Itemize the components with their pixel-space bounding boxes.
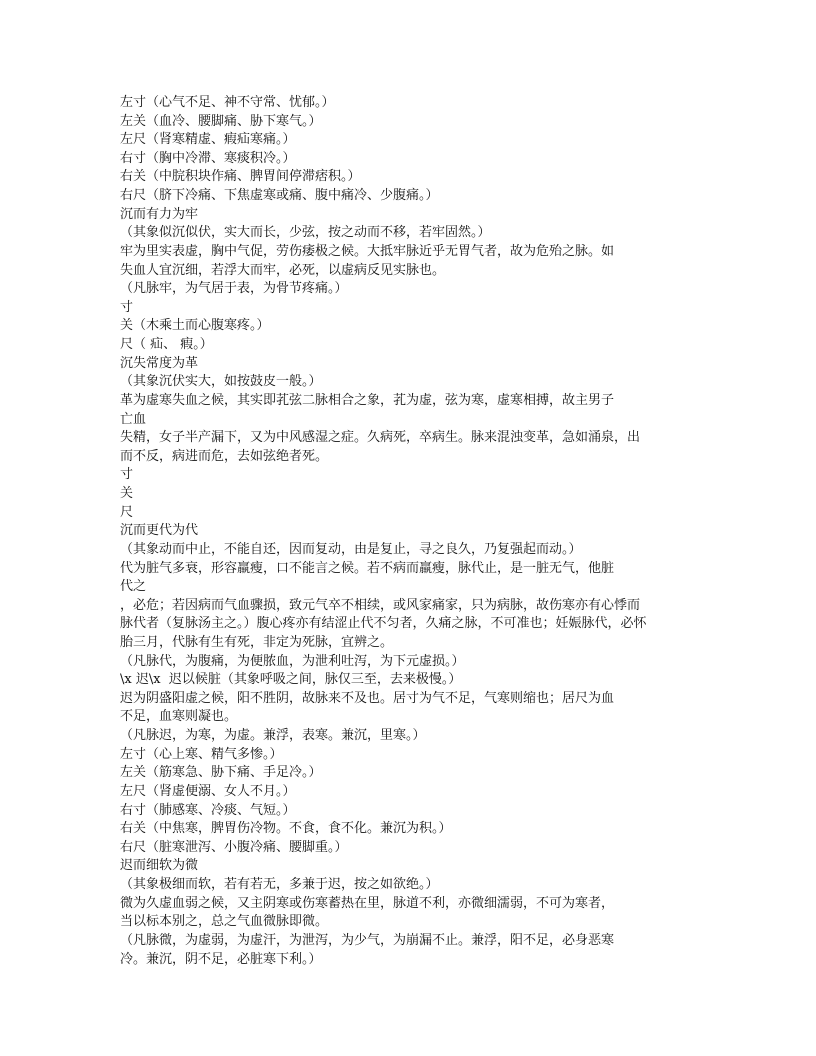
text-line: 右尺（脏寒泄泻、小腹冷痛、腰脚重。） [120,839,348,855]
text-line: 寸 [120,467,134,483]
text-line: 右关（中脘积块作痛、脾胃间停滞痞积。） [120,169,361,185]
text-line: 不足，血寒则凝也。 [120,709,238,725]
text-line: （凡脉微，为虚弱，为虚汗，为泄泻，为少气，为崩漏不止。兼浮，阳不足，必身恶寒 [120,932,615,948]
text-line: 而不反，病进而危，去如弦绝者死。 [120,448,329,464]
text-line: 迟为阴盛阳虚之候，阳不胜阴，故脉来不及也。居寸为气不足，气寒则缩也；居尺为血 [120,690,615,706]
text-line: 沉而更代为代 [120,523,199,539]
text-line: \x 迟\x 迟以候脏（其象呼吸之间，脉仅三至，去来极慢。） [120,672,462,688]
text-line: 沉失常度为革 [120,355,199,371]
text-line: 革为虚寒失血之候，其实即芤弦二脉相合之象，芤为虚，弦为寒，虚寒相搏，故主男子 [120,392,615,408]
text-line: （凡脉迟，为寒，为虚。兼浮，表寒。兼沉，里寒。） [120,728,426,744]
text-line: 亡血 [120,411,147,427]
text-line: 脉代者（复脉汤主之。）腹心疼亦有结涩止代不匀者，久痛之脉，不可准也；妊娠脉代，必怀 [120,616,647,632]
text-line: （其象似沉似伏，实大而长，少弦，按之动而不移，若牢固然。） [120,225,491,241]
text-line: 右关（中焦寒，脾胃伤冷物。不食，食不化。兼沉为积。） [120,821,452,837]
text-line: 牢为里实表虚，胸中气促，劳伤痿极之候。大抵牢脉近乎无胃气者，故为危殆之脉。如 [120,243,615,259]
text-line: 左尺（肾虚便溺、女人不月。） [120,783,296,799]
text-line: 失精，女子半产漏下，又为中风感湿之症。久病死，卒病生。脉来混浊变革，急如涌泉，出 [120,430,641,446]
text-line: 当以标本别之，总之气血微脉即微。 [120,914,329,930]
text-line: 迟而细软为微 [120,858,199,874]
text-line: 沉而有力为牢 [120,206,199,222]
text-line: 右尺（脐下冷痛、下焦虚寒或痛、腹中痛冷、少腹痛。） [120,188,439,204]
text-line: 代之 [120,579,147,595]
text-line: 胎三月，代脉有生有死，非定为死脉，宜辨之。 [120,634,394,650]
text-line: 冷。兼沉，阴不足，必脏寒下利。） [120,951,322,967]
text-line: 左关（血冷、腰脚痛、胁下寒气。） [120,113,322,129]
text-line: 右寸（胸中冷滞、寒痰积冷。） [120,150,296,166]
text-line: 微为久虚血弱之候，又主阴寒或伤寒蓄热在里，脉道不利，亦微细濡弱，不可为寒者， [120,895,615,911]
text-line: 尺 [120,504,134,520]
text-line: 寸 [120,299,134,315]
text-line: 左寸（心上寒、精气多惨。） [120,746,283,762]
text-line: 左寸（心气不足、神不守常、忧郁。） [120,95,335,110]
text-line: 左关（筋寒急、胁下痛、手足冷。） [120,765,322,781]
text-line: （凡脉牢，为气居于表，为骨节疼痛。） [120,281,348,297]
text-line: 右寸（肺感寒、冷痰、气短。） [120,802,296,818]
text-line: 关（木乘土而心腹寒疼。） [120,318,270,334]
text-line: 左尺（肾寒精虚、瘕疝寒痛。） [120,132,296,148]
text-line: 关 [120,486,134,502]
text-line: （其象动而中止，不能自还，因而复动，由是复止，寻之良久，乃复强起而动。） [120,541,582,557]
text-line: 尺（ 疝、 瘕。） [120,337,213,353]
text-line: ，必危；若因病而气血骤损，致元气卒不相续，或风家痛家，只为病脉，故伤寒亦有心悸而 [120,597,641,613]
text-line: 代为脏气多衰，形容羸瘦，口不能言之候。若不病而羸瘦，脉代止，是一脏无气，他脏 [120,560,615,576]
text-line: （其象极细而软，若有若无，多兼于迟，按之如欲绝。） [120,877,439,893]
text-line: （凡脉代，为腹痛，为便脓血，为泄利吐泻，为下元虚损。） [120,653,465,669]
text-line: （其象沉伏实大，如按鼓皮一般。） [120,374,322,390]
text-line: 失血人宜沉细，若浮大而牢，必死，以虚病反见实脉也。 [120,262,446,278]
